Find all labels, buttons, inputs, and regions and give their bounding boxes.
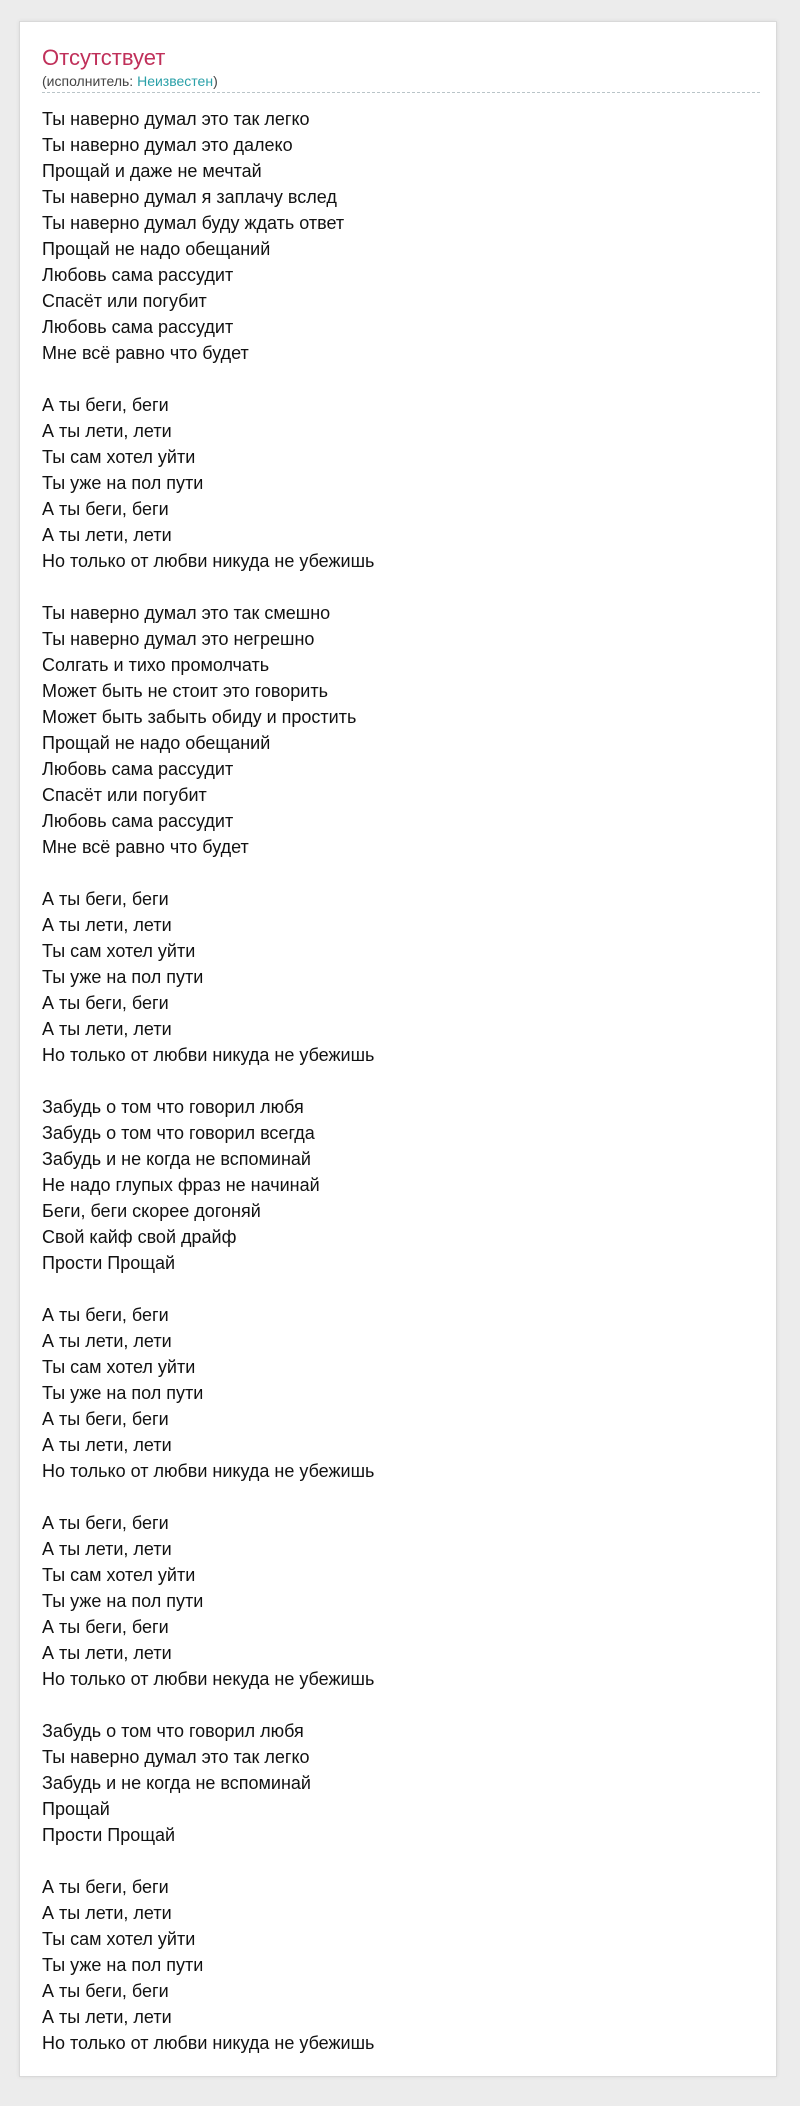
lyric-line: Любовь сама рассудит — [42, 317, 234, 337]
lyric-line: Ты наверно думал это негрешно — [42, 629, 315, 649]
lyrics-stanza — [42, 600, 760, 860]
lyrics-stanza — [42, 1302, 760, 1484]
lyrics-card — [19, 21, 777, 2077]
lyric-line: Ты сам хотел уйти — [42, 1929, 196, 1949]
lyric-line: Прости Прощай — [42, 1253, 176, 1273]
lyric-line: Ты уже на пол пути — [42, 1383, 204, 1403]
lyric-line: А ты беги, беги — [42, 1513, 169, 1533]
lyric-line: Забудь и не когда не вспоминай — [42, 1149, 311, 1169]
performer-line — [42, 72, 760, 93]
lyric-line: Любовь сама рассудит — [42, 759, 234, 779]
lyric-line: Может быть не стоит это говорить — [42, 681, 328, 701]
lyric-line: Забудь о том что говорил всегда — [42, 1123, 315, 1143]
lyrics-stanza — [42, 1094, 760, 1276]
lyric-line: Ты уже на пол пути — [42, 1955, 204, 1975]
lyric-line: А ты лети, лети — [42, 525, 172, 545]
lyric-line: А ты беги, беги — [42, 1877, 169, 1897]
lyric-line: Ты сам хотел уйти — [42, 941, 196, 961]
lyric-line: А ты лети, лети — [42, 1435, 172, 1455]
lyric-line: Свой кайф свой драйф — [42, 1227, 237, 1247]
lyric-line: Прощай — [42, 1799, 110, 1819]
performer-suffix: ) — [213, 73, 218, 89]
lyric-line: Но только от любви некуда не убежишь — [42, 1669, 375, 1689]
lyric-line: Прощай не надо обещаний — [42, 733, 271, 753]
lyric-line: Мне всё равно что будет — [42, 343, 249, 363]
lyric-line: Спасёт или погубит — [42, 785, 207, 805]
lyric-line: Ты сам хотел уйти — [42, 1565, 196, 1585]
lyric-line: Ты наверно думал это так смешно — [42, 603, 331, 623]
lyric-line: Ты сам хотел уйти — [42, 1357, 196, 1377]
lyric-line: Беги, беги скорее догоняй — [42, 1201, 261, 1221]
lyric-line: А ты лети, лети — [42, 915, 172, 935]
song-title: Отсутствует — [42, 45, 166, 70]
lyric-line: Но только от любви никуда не убежишь — [42, 1461, 375, 1481]
lyric-line: Но только от любви никуда не убежишь — [42, 551, 375, 571]
lyric-line: Ты уже на пол пути — [42, 1591, 204, 1611]
lyric-line: Ты наверно думал это далеко — [42, 135, 293, 155]
lyric-line: Забудь о том что говорил любя — [42, 1097, 304, 1117]
lyrics-stanza — [42, 1510, 760, 1692]
lyric-line: Но только от любви никуда не убежишь — [42, 1045, 375, 1065]
lyric-line: Забудь и не когда не вспоминай — [42, 1773, 311, 1793]
performer-prefix: (исполнитель: — [42, 73, 138, 89]
lyrics-stanza — [42, 106, 760, 366]
lyric-line: Ты уже на пол пути — [42, 967, 204, 987]
lyric-line: А ты лети, лети — [42, 1643, 172, 1663]
lyrics-stanza — [42, 1718, 760, 1848]
lyric-line: Мне всё равно что будет — [42, 837, 249, 857]
lyric-line: Забудь о том что говорил любя — [42, 1721, 304, 1741]
lyric-line: А ты лети, лети — [42, 1539, 172, 1559]
lyric-line: Прощай не надо обещаний — [42, 239, 271, 259]
lyric-line: Спасёт или погубит — [42, 291, 207, 311]
lyric-line: Солгать и тихо промолчать — [42, 655, 270, 675]
lyric-line: А ты беги, беги — [42, 1409, 169, 1429]
lyrics-stanza — [42, 886, 760, 1068]
lyric-line: А ты лети, лети — [42, 1903, 172, 1923]
lyric-line: Ты наверно думал это так легко — [42, 109, 310, 129]
lyrics-stanza — [42, 1874, 760, 2056]
lyric-line: А ты лети, лети — [42, 1019, 172, 1039]
lyric-line: Любовь сама рассудит — [42, 811, 234, 831]
lyrics-body — [42, 106, 760, 2082]
lyric-line: Не надо глупых фраз не начинай — [42, 1175, 320, 1195]
song-header — [42, 44, 760, 93]
lyric-line: А ты беги, беги — [42, 889, 169, 909]
lyric-line: А ты беги, беги — [42, 395, 169, 415]
lyrics-stanza — [42, 392, 760, 574]
lyric-line: А ты беги, беги — [42, 1617, 169, 1637]
lyric-line: Ты уже на пол пути — [42, 473, 204, 493]
lyric-line: Ты наверно думал буду ждать ответ — [42, 213, 345, 233]
lyric-line: Прощай и даже не мечтай — [42, 161, 262, 181]
lyric-line: Любовь сама рассудит — [42, 265, 234, 285]
lyric-line: А ты лети, лети — [42, 1331, 172, 1351]
lyric-line: Но только от любви никуда не убежишь — [42, 2033, 375, 2053]
lyric-line: А ты лети, лети — [42, 421, 172, 441]
lyric-line: А ты беги, беги — [42, 499, 169, 519]
lyric-line: Прости Прощай — [42, 1825, 176, 1845]
lyric-line: Ты наверно думал это так легко — [42, 1747, 310, 1767]
lyric-line: А ты беги, беги — [42, 1981, 169, 2001]
lyric-line: Ты сам хотел уйти — [42, 447, 196, 467]
lyric-line: Может быть забыть обиду и простить — [42, 707, 357, 727]
lyric-line: А ты лети, лети — [42, 2007, 172, 2027]
lyric-line: А ты беги, беги — [42, 1305, 169, 1325]
performer-link[interactable]: Неизвестен — [137, 73, 214, 89]
lyric-line: А ты беги, беги — [42, 993, 169, 1013]
lyric-line: Ты наверно думал я заплачу вслед — [42, 187, 337, 207]
